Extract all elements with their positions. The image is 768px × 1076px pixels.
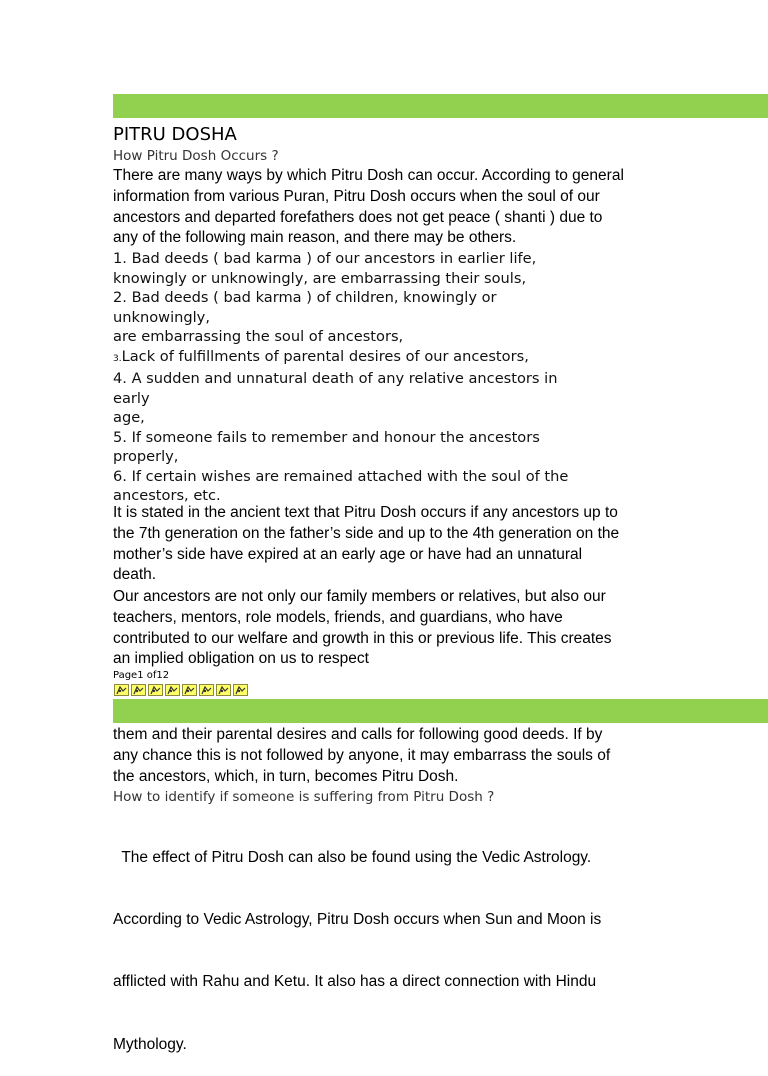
- reason-5-line: properly,: [113, 448, 179, 465]
- reason-3-text: Lack of fulfillments of parental desires of our ancestors,: [121, 347, 529, 365]
- text-line: an implied obligation on us to respect: [113, 650, 369, 668]
- page-stamp-icon: [182, 684, 197, 696]
- text-line: Our ancestors are not only our family members or relatives, but also our: [113, 588, 606, 605]
- page-stamp-icon: [131, 684, 146, 696]
- page-indicator: Page1 of12: [113, 670, 170, 681]
- reason-2-line: are embarrassing the soul of ancestors,: [113, 328, 404, 345]
- page-stamp-icon: [114, 684, 129, 696]
- text-line: The effect of Pitru Dosh can also be found using the Vedic Astrology.: [113, 848, 592, 866]
- text-line: any of the following main reason, and there may be others.: [113, 229, 517, 247]
- header-green-bar: [113, 94, 768, 118]
- reason-5-line: 5. If someone fails to remember and honour the ancestors: [113, 428, 540, 446]
- text-line: the 7th generation on the father’s side and up to the 4th generation on the: [113, 524, 620, 542]
- reason-1-line: 1. Bad deeds ( bad karma ) of our ancestors in earlier life,: [113, 250, 537, 267]
- page-stamp-icon: [233, 684, 248, 696]
- reason-6-line: 6. If certain wishes are remained attached with the soul of the: [113, 467, 569, 485]
- reason-4-line: early: [113, 389, 150, 407]
- page-stamp-icon: [199, 684, 214, 696]
- reason-2-line: unknowingly,: [113, 308, 210, 326]
- text-line: any chance this is not followed by anyone, it may embarrass the souls of: [113, 746, 611, 764]
- ancient-text-paragraph: [113, 503, 673, 586]
- text-line: ancestors and departed forefathers does not get peace ( shanti ) due to: [113, 208, 603, 226]
- text-line: contributed to our welfare and growth in this or previous life. This creates: [113, 629, 612, 647]
- page-break-green-bar: [113, 699, 768, 723]
- reason-1-line: knowingly or unknowingly, are embarrassing their souls,: [113, 269, 527, 287]
- page-title: PITRU DOSHA: [113, 124, 237, 145]
- text-line: them and their parental desires and calls for following good deeds. If by: [113, 726, 603, 743]
- reason-6-line: ancestors, etc.: [113, 487, 221, 504]
- subheading-how-identify: How to identify if someone is suffering from Pitru Dosh ?: [113, 789, 495, 805]
- text-line: There are many ways by which Pitru Dosh can occur. According to general: [113, 167, 624, 184]
- page-stamp-icon: [148, 684, 163, 696]
- reason-3-line: [113, 347, 673, 370]
- page-stamp-icon: [165, 684, 180, 696]
- text-line: the ancestors, which, in turn, becomes Pitru Dosh.: [113, 767, 459, 785]
- text-line: afflicted with Rahu and Ketu. It also has a direct connection with Hindu: [113, 973, 597, 991]
- subheading-how-occurs: How Pitru Dosh Occurs ?: [113, 148, 279, 164]
- ancestors-paragraph: [113, 587, 673, 670]
- reason-3-number: 3.: [113, 353, 122, 364]
- page-stamp-icon: [216, 684, 231, 696]
- continuation-paragraph: [113, 725, 673, 787]
- page-stamp-row: [114, 684, 248, 696]
- effect-paragraph: [113, 806, 673, 1076]
- reason-4-line: age,: [113, 409, 145, 426]
- text-line: Mythology.: [113, 1035, 187, 1053]
- reason-4-line: 4. A sudden and unnatural death of any relative ancestors in: [113, 370, 558, 387]
- text-line: teachers, mentors, role models, friends, and guardians, who have: [113, 608, 563, 626]
- intro-paragraph: [113, 166, 673, 249]
- text-line: information from various Puran, Pitru Dosh occurs when the soul of our: [113, 187, 600, 205]
- reason-2-line: 2. Bad deeds ( bad karma ) of children, knowingly or: [113, 289, 497, 306]
- reasons-list: [113, 249, 673, 506]
- text-line: mother’s side have expired at an early age or have had an unnatural: [113, 545, 583, 563]
- text-line: death.: [113, 566, 157, 584]
- text-line: According to Vedic Astrology, Pitru Dosh occurs when Sun and Moon is: [113, 910, 602, 928]
- text-line: It is stated in the ancient text that Pitru Dosh occurs if any ancestors up to: [113, 504, 618, 521]
